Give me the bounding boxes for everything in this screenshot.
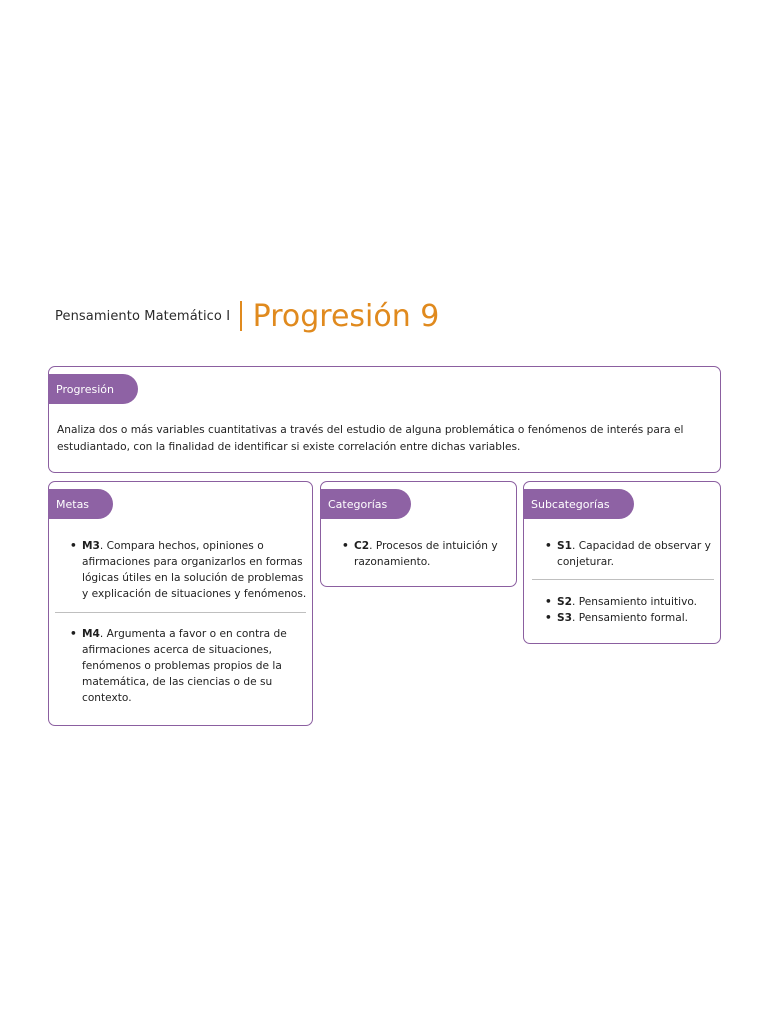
subject-name: Pensamiento Matemático I [55,308,231,324]
categoria-code: C2 [354,540,370,552]
subcategorias-separator [532,579,714,580]
subcategoria-item-s2 [545,594,717,610]
categorias-box [320,481,517,587]
meta-text: . Argumenta a favor o en contra de afirmaciones acerca de situaciones, fenómenos o problemas propios de la matemática, de las ciencias o de su contexto. [82,628,287,704]
page-title: Progresión 9 [252,298,440,334]
metas-separator [55,612,306,613]
metas-tag: Metas [48,489,113,519]
header-divider [240,301,242,331]
subcategoria-text: . Capacidad de observar y conjeturar. [557,540,711,568]
subcategoria-text: . Pensamiento intuitivo. [572,596,697,608]
categorias-tag: Categorías [320,489,411,519]
categoria-text: . Procesos de intuición y razonamiento. [354,540,498,568]
meta-item-m3 [70,538,308,602]
metas-box [48,481,313,726]
progresion-text: Analiza dos o más variables cuantitativas a través del estudio de alguna problemática o fenómenos de interés para el estudiantado, con la finalidad de identificar si existe correlación entre dichas variables. [57,424,684,453]
subcategoria-item-s3 [545,610,717,626]
subcategoria-code: S1 [557,540,573,552]
subcategoria-code: S3 [557,612,573,624]
meta-item-m4 [70,626,300,706]
progresion-box [48,366,721,473]
subcategorias-box [523,481,721,644]
progresion-tag: Progresión [48,374,138,404]
meta-code: M3 [82,540,100,552]
meta-code: M4 [82,628,100,640]
subcategoria-item-s1 [545,538,717,570]
subcategorias-tag: Subcategorías [523,489,634,519]
subcategoria-code: S2 [557,596,573,608]
categoria-item-c2 [342,538,512,570]
subcategoria-text: . Pensamiento formal. [572,612,689,624]
meta-text: . Compara hechos, opiniones o afirmaciones para organizarlos en formas lógicas útiles en la solución de problemas y explicación de situaciones y fenómenos. [82,540,307,600]
page-header [55,296,439,336]
